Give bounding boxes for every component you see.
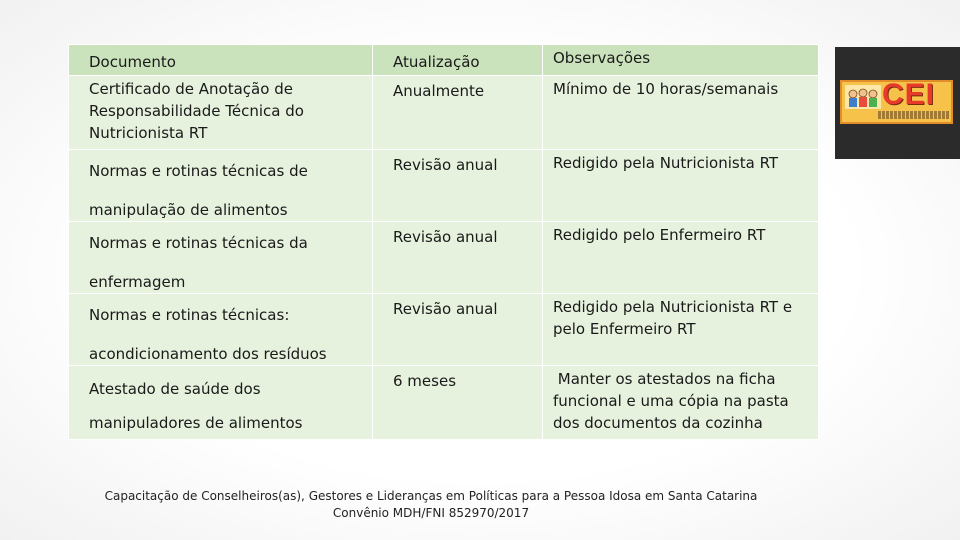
children-illustration-icon [845, 85, 881, 109]
documents-table-container [68, 44, 818, 435]
cell-documento-line1: Atestado de saúde dos [89, 380, 261, 398]
table-row [69, 222, 819, 294]
cei-logo [840, 80, 953, 124]
cell-documento-line2: manipulação de alimentos [89, 201, 288, 219]
cell-observacoes: Mínimo de 10 horas/semanais [543, 76, 819, 150]
cell-documento-line1: Normas e rotinas técnicas de [89, 162, 308, 180]
header-documento: Documento [69, 45, 373, 76]
logo-text: CEI [882, 78, 936, 111]
footer-line-2: Convênio MDH/FNI 852970/2017 [332, 506, 530, 520]
footer [0, 488, 862, 522]
documents-table [68, 44, 819, 440]
cell-documento-line1: Normas e rotinas técnicas da [89, 234, 308, 252]
cell-documento-line2: enfermagem [89, 273, 186, 291]
cell-atualizacao: Anualmente [373, 76, 543, 150]
cell-documento-line2: manipuladores de alimentos [89, 414, 303, 432]
cell-observacoes: Redigido pela Nutricionista RT [543, 150, 819, 222]
cell-observacoes: Redigido pela Nutricionista RT e pelo Enfermeiro RT [543, 294, 819, 366]
header-observacoes: Observações [543, 45, 819, 76]
table-row [69, 150, 819, 222]
table-header-row [69, 45, 819, 76]
cell-observacoes: Redigido pelo Enfermeiro RT [543, 222, 819, 294]
cell-documento [69, 366, 373, 440]
cell-documento [69, 294, 373, 366]
cell-documento: Certificado de Anotação de Responsabilidade Técnica do Nutricionista RT [69, 76, 373, 150]
cell-atualizacao: 6 meses [373, 366, 543, 440]
cell-documento [69, 222, 373, 294]
logo-subtitle-lines [878, 111, 950, 119]
table-row [69, 76, 819, 150]
cell-documento-line2: acondicionamento dos resíduos [89, 345, 327, 363]
table-row [69, 366, 819, 440]
cell-documento-line1: Normas e rotinas técnicas: [89, 306, 290, 324]
cell-atualizacao: Revisão anual [373, 294, 543, 366]
footer-line-1: Capacitação de Conselheiros(as), Gestores e Lideranças em Políticas para a Pessoa Idosa em Santa Catarina [104, 489, 758, 503]
cell-atualizacao: Revisão anual [373, 222, 543, 294]
header-atualizacao: Atualização [373, 45, 543, 76]
cell-atualizacao: Revisão anual [373, 150, 543, 222]
cell-documento [69, 150, 373, 222]
cell-observacoes: Manter os atestados na ficha funcional e uma cópia na pasta dos documentos da cozinha [543, 366, 819, 440]
table-row [69, 294, 819, 366]
